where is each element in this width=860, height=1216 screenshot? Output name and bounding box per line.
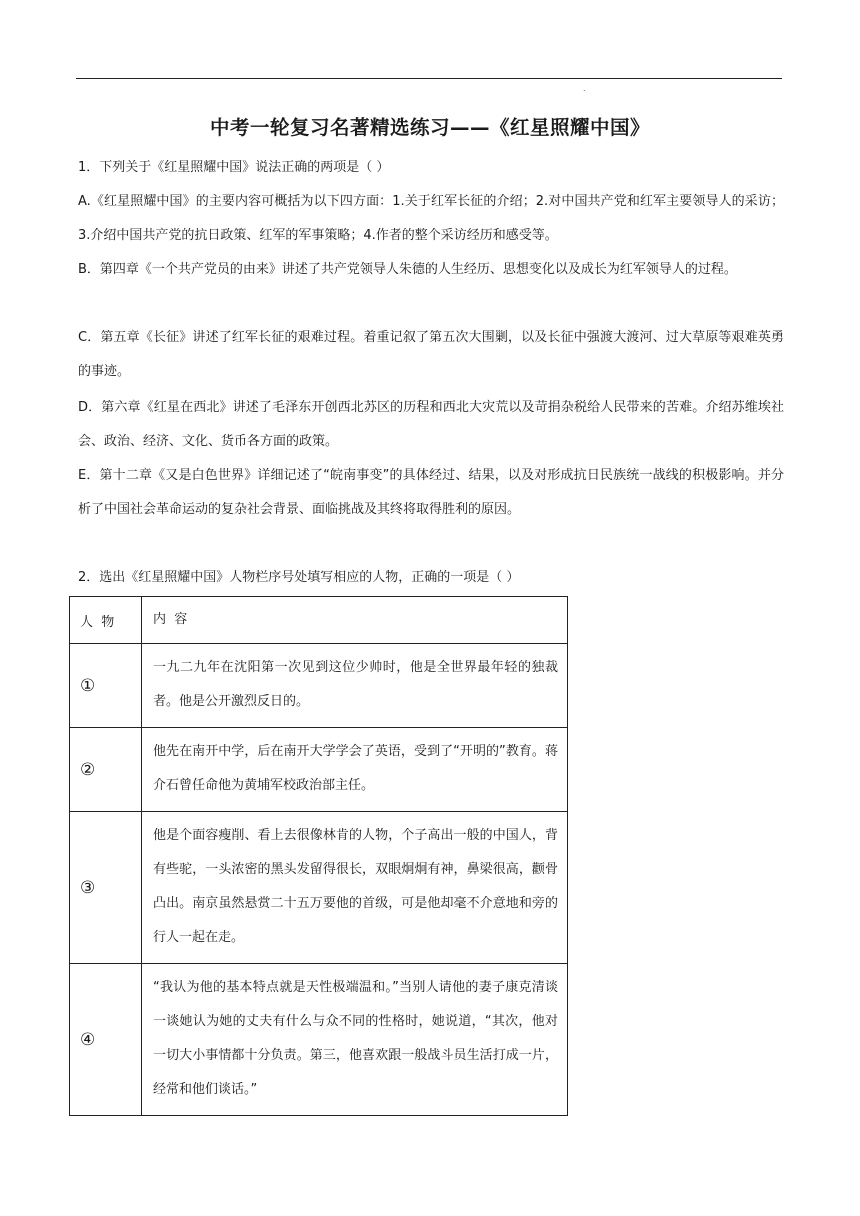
question-2-stem: 2．选出《红星照耀中国》人物栏序号处填写相应的人物，正确的一项是（ ） [78, 570, 520, 585]
header-dot: . [583, 84, 586, 93]
row-content: 他是个面容瘦削、看上去很像林肯的人物，个子高出一般的中国人，背有些驼，一头浓密的黑头发留得很长，双眼炯炯有神，鼻梁很高，颧骨凸出。南京虽然悬赏二十五万要他的首级，可是他却毫不介意地和旁的行人一起在走。 [142, 812, 568, 964]
row-number: ① [70, 644, 142, 728]
question-1-option-b: B．第四章《一个共产党员的由来》讲述了共产党领导人朱德的人生经历、思想变化以及成长为红军领导人的过程。 [78, 262, 737, 277]
person-content-table [69, 596, 568, 1116]
table-row [70, 964, 568, 1116]
row-number: ④ [70, 964, 142, 1116]
page-title: 中考一轮复习名著精选练习——《红星照耀中国》 [209, 116, 650, 139]
header-rule [76, 78, 782, 79]
row-content: 一九二九年在沈阳第一次见到这位少帅时，他是全世界最年轻的独裁者。他是公开激烈反日的。 [142, 644, 568, 728]
table-header-row [70, 597, 568, 644]
row-content: “我认为他的基本特点就是天性极端温和。”当别人请他的妻子康克清谈一谈她认为她的丈夫有什么与众不同的性格时，她说道，“其次，他对一切大小事情都十分负责。第三，他喜欢跟一般战斗员生活打成一片，经常和他们谈话。” [142, 964, 568, 1116]
row-content: 他先在南开中学，后在南开大学学会了英语，受到了“开明的”教育。蒋介石曾任命他为黄埔军校政治部主任。 [142, 728, 568, 812]
question-1-option-a: A.《红星照耀中国》的主要内容可概括为以下四方面：1.关于红军长征的介绍；2.对中国共产党和红军主要领导人的采访；3.介绍中国共产党的抗日政策、红军的军事策略；4.作者的整个采访经历和感受等。 [78, 194, 784, 243]
row-number: ③ [70, 812, 142, 964]
question-1-option-c: C．第五章《长征》讲述了红军长征的艰难过程。着重记叙了第五次大围剿，以及长征中强渡大渡河、过大草原等艰难英勇的事迹。 [78, 330, 784, 379]
question-1-stem: 1．下列关于《红星照耀中国》说法正确的两项是（ ） [78, 160, 390, 175]
column-header-content: 内 容 [142, 597, 568, 644]
table-row [70, 812, 568, 964]
question-1-option-e: E．第十二章《又是白色世界》详细记述了“皖南事变”的具体经过、结果，以及对形成抗日民族统一战线的积极影响。并分析了中国社会革命运动的复杂社会背景、面临挑战及其终将取得胜利的原因。 [78, 468, 784, 517]
table-row [70, 644, 568, 728]
table-row [70, 728, 568, 812]
row-number: ② [70, 728, 142, 812]
column-header-person: 人 物 [70, 597, 142, 644]
question-1-option-d: D．第六章《红星在西北》讲述了毛泽东开创西北苏区的历程和西北大灾荒以及苛捐杂税给人民带来的苦难。介绍苏维埃社会、政治、经济、文化、货币各方面的政策。 [78, 400, 784, 449]
